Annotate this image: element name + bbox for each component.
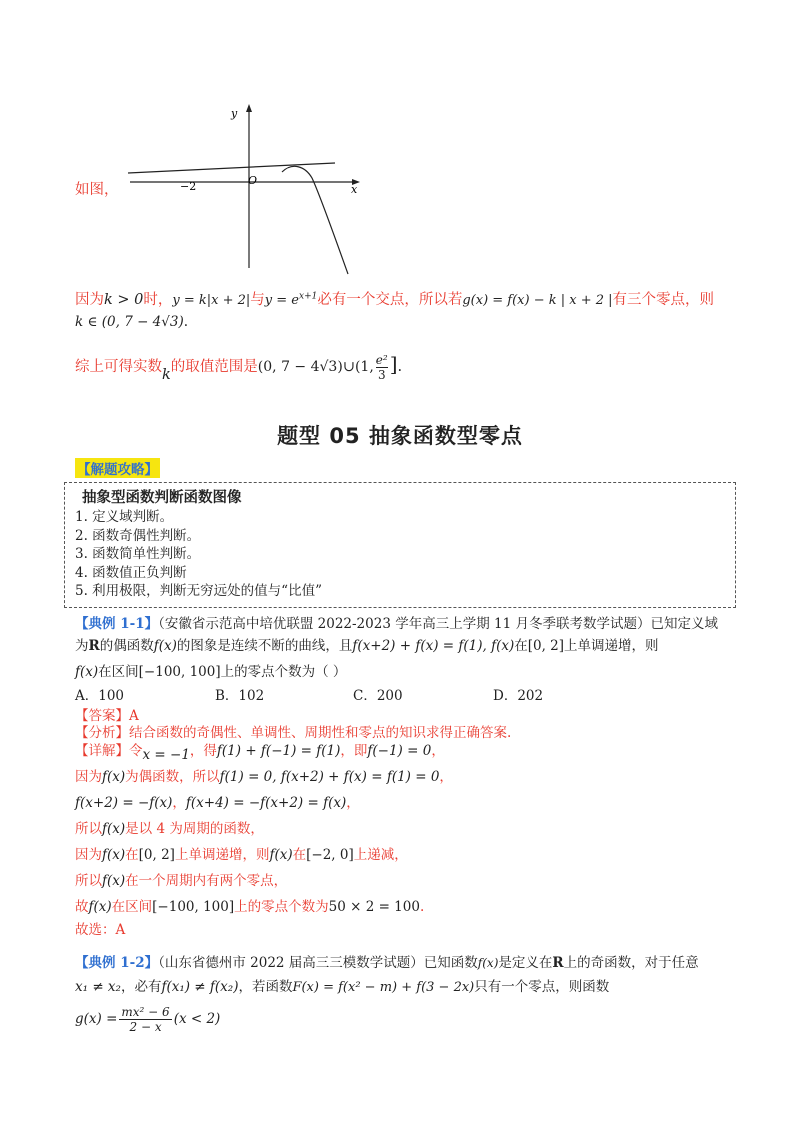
ex1-option-c: C．200 <box>353 688 403 704</box>
y-axis-arrow <box>246 104 252 112</box>
tips-item: 1. 定义域判断。 <box>75 509 174 525</box>
ex1-line2: 为R的偶函数f(x)的图象是连续不断的曲线，且f(x+2) + f(x) = f(1), f(x)在[0, 2]上单调递增，则 <box>75 638 659 654</box>
x-axis-label: x <box>351 183 358 196</box>
y-axis-label: y <box>231 107 238 120</box>
ex1-detail-4: 所以f(x)是以 4 为周期的函数， <box>75 821 264 837</box>
ex2-line1: 【典例 1-2】（山东省德州市 2022 届高三三模数学试题）已知函数f(x)是定义在R上的奇函数，对于任意 <box>75 955 699 971</box>
ex1-detail-2: 因为f(x)为偶函数，所以f(1) = 0, f(x+2) + f(x) = f(1) = 0， <box>75 769 453 785</box>
ex1-line3: f(x)在区间[−100, 100]上的零点个数为（ ） <box>75 664 347 680</box>
line-y-kx2 <box>128 163 335 173</box>
section-title: 题型 05 抽象函数型零点 <box>277 424 523 448</box>
case-k-line2: k ∈ (0, 7 − 4√3). <box>75 314 189 330</box>
tips-item: 2. 函数奇偶性判断。 <box>75 527 201 544</box>
ex1-answer: 【答案】A <box>75 708 139 724</box>
tips-list <box>75 508 322 601</box>
ex1-detail-6: 所以f(x)在一个周期内有两个零点， <box>75 873 288 889</box>
ex1-analysis: 【分析】结合函数的奇偶性、单调性、周期性和零点的知识求得正确答案. <box>75 725 512 741</box>
ex1-detail-1: 【详解】令x = −1，得f(1) + f(−1) = f(1)，即f(−1) = 0， <box>75 743 445 763</box>
ex2-line2: x₁ ≠ x₂，必有f(x₁) ≠ f(x₂)，若函数F(x) = f(x² − m) + f(3 − 2x)只有一个零点，则函数 <box>75 979 610 995</box>
function-graph <box>120 100 370 280</box>
tips-heading: 抽象型函数判断函数图像 <box>82 490 242 506</box>
tips-item: 5. 利用极限，判断无穷远处的值与“比值” <box>75 583 322 599</box>
ex1-option-a: A．100 <box>75 688 125 704</box>
ex1-detail-3: f(x+2) = −f(x)，f(x+4) = −f(x+2) = f(x)， <box>75 795 360 811</box>
ex1-option-b: B．102 <box>215 688 265 704</box>
ex2-line3: g(x) = $\frac{\text{mx² − 6}}{2 - x}$ (x < 2) <box>75 1005 221 1034</box>
tips-item: 4. 函数值正负判断 <box>75 564 187 581</box>
origin-label: O <box>248 174 258 187</box>
ex1-detail-7: 故f(x)在区间[−100, 100]上的零点个数为50 × 2 = 100. <box>75 899 425 915</box>
tips-item: 3. 函数简单性判断。 <box>75 546 201 562</box>
tips-tag: 【解题攻略】 <box>75 458 160 478</box>
ex1-line1: 【典例 1-1】（安徽省示范高中培优联盟 2022-2023 学年高三上学期 11 月冬季联考数学试题）已知定义域 <box>75 616 718 632</box>
ex1-detail-5: 因为f(x)在[0, 2]上单调递增，则f(x)在[−2, 0]上递减， <box>75 847 408 863</box>
case-k-line1: 因为k > 0时，y = k|x + 2|与$y = e^{x+1}$必有一个交点，所以若g(x) = f(x) − k | x + 2 |有三个零点，则 <box>75 291 715 308</box>
tick-neg2: −2 <box>180 180 197 193</box>
ex1-option-d: D．202 <box>493 688 544 704</box>
ex1-choose: 故选：A <box>75 922 126 938</box>
graph-intro: 如图， <box>75 182 119 198</box>
summary-line: 综上可得实数k的取值范围是(0, 7 − 4√3)∪(1, $\frac{\text{e²}}{3}$ ]. <box>75 352 403 383</box>
